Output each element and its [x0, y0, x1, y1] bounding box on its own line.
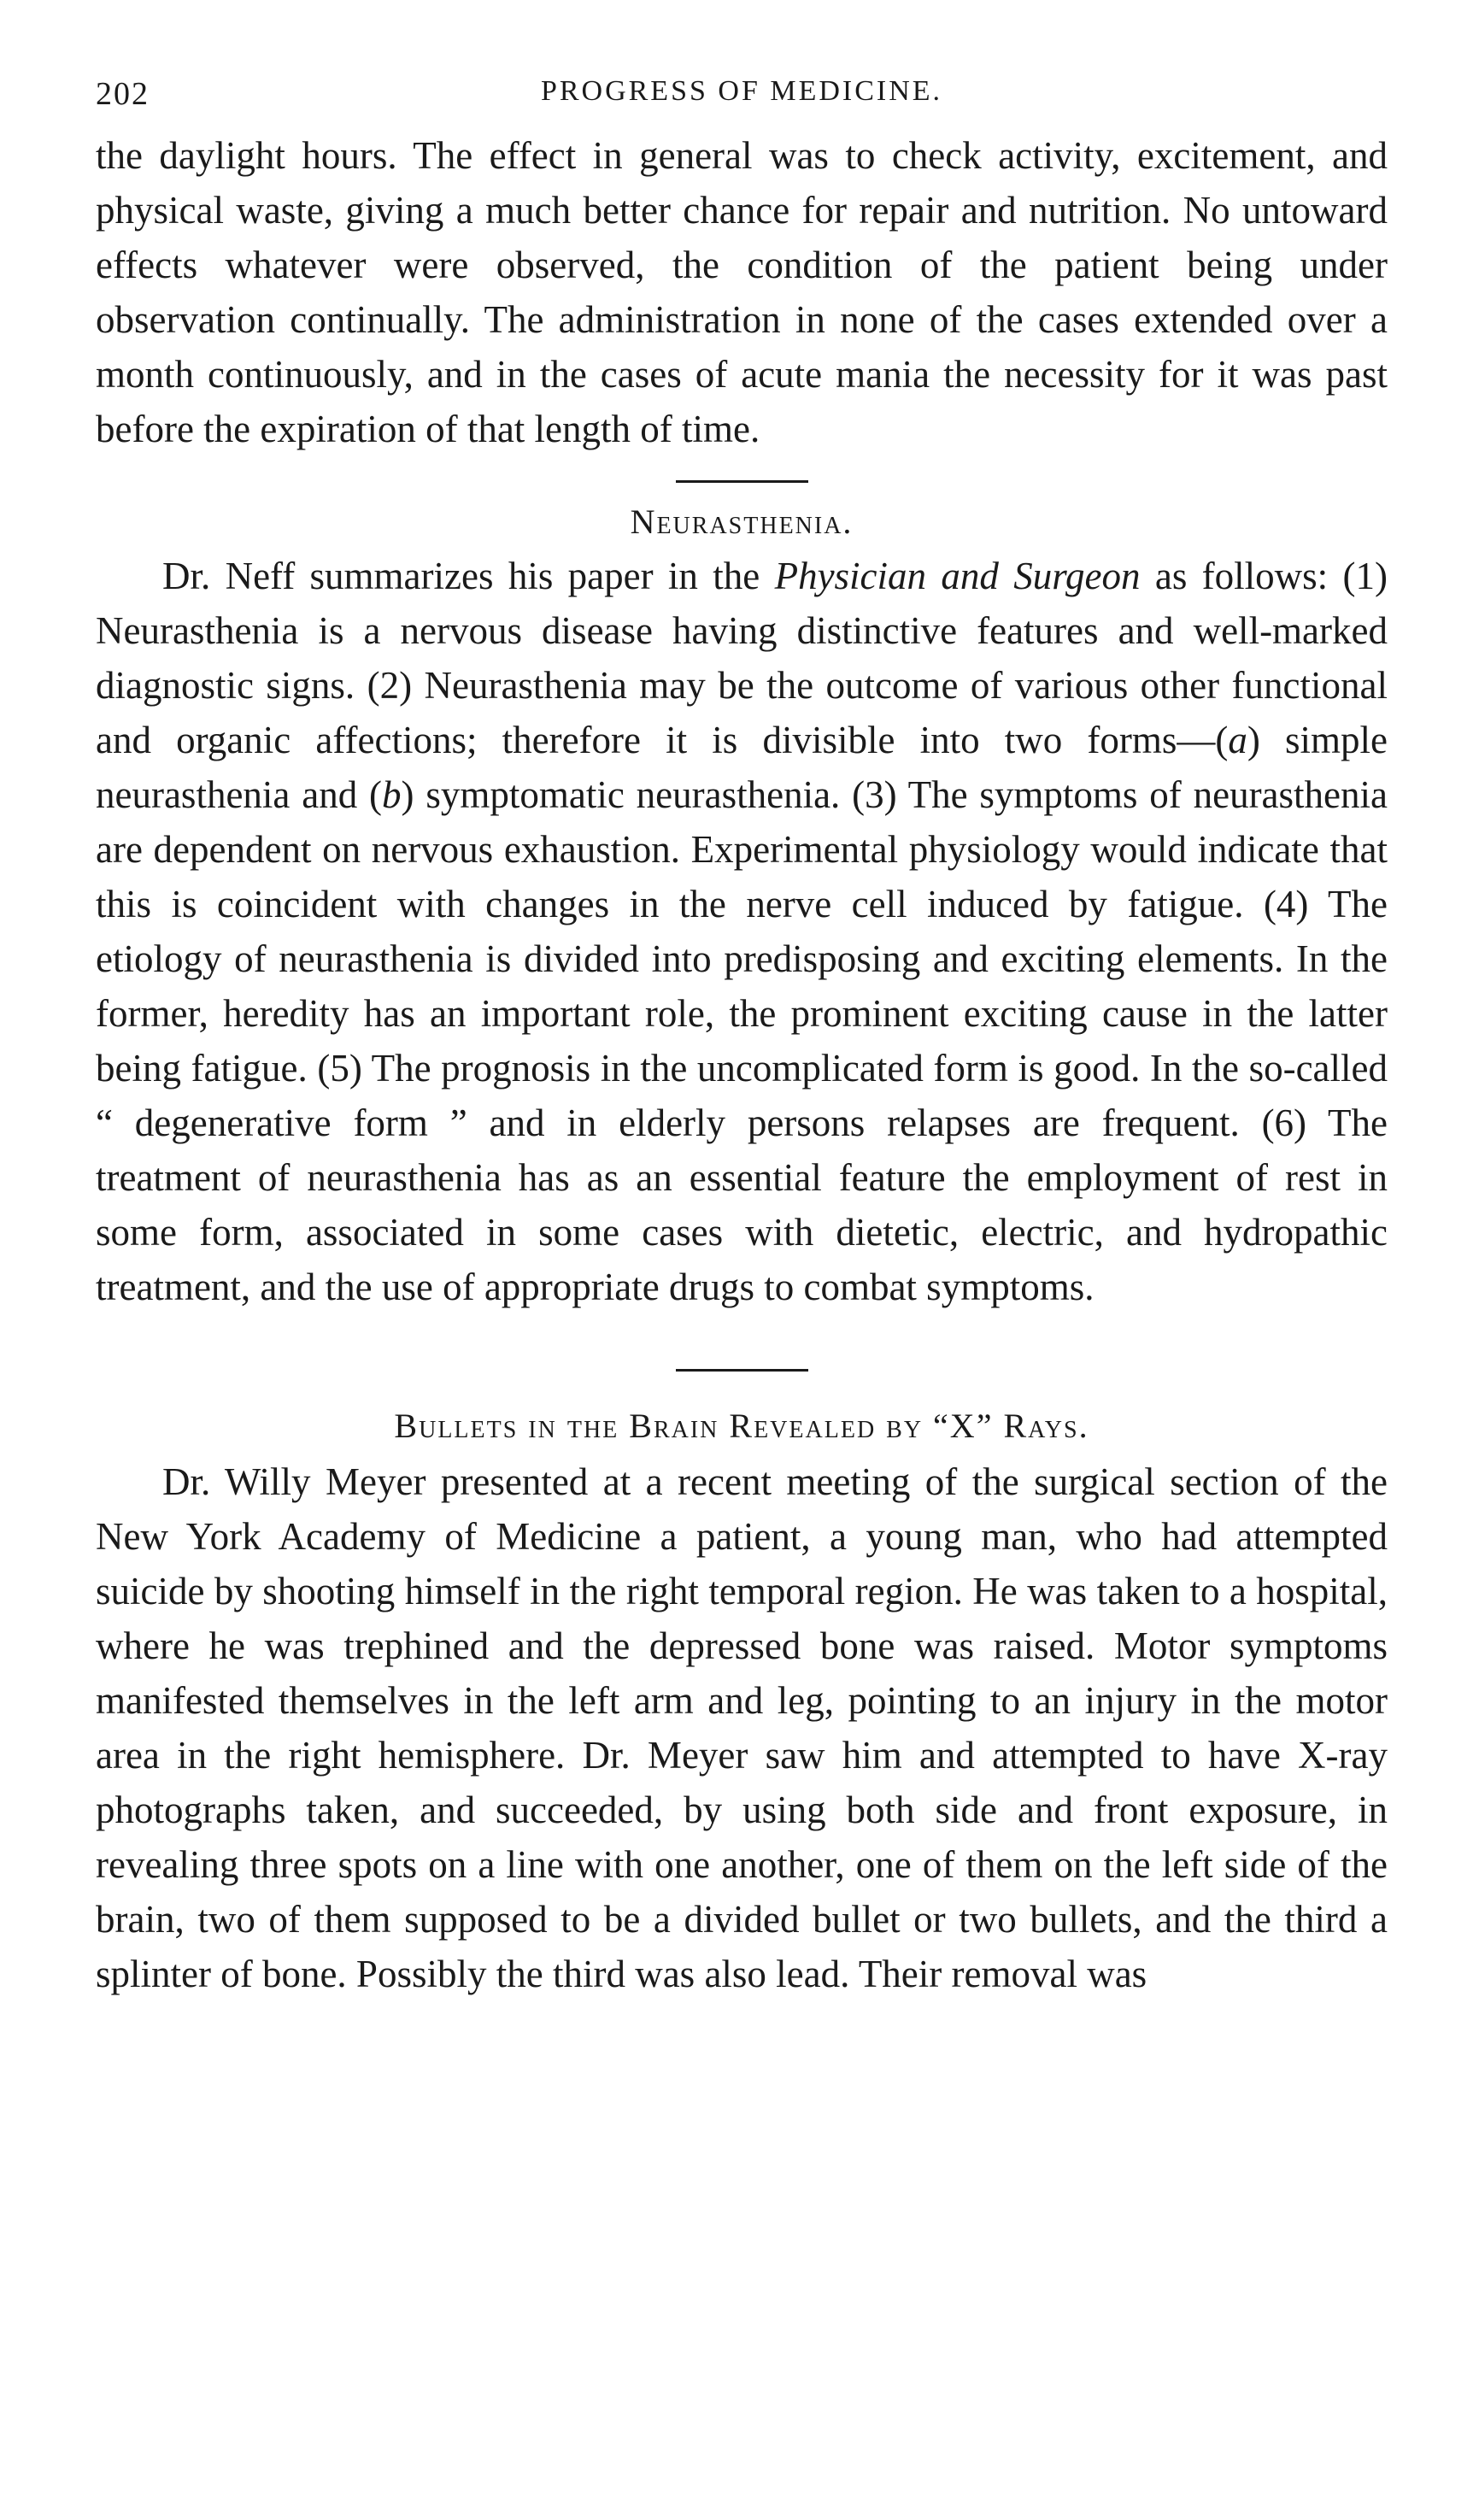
- list-letter: a: [1228, 719, 1247, 761]
- list-letter: b: [382, 773, 402, 816]
- section-divider: [676, 1369, 808, 1372]
- book-page: [96, 68, 1388, 2001]
- paragraph-text: as follows: (1) Neurasthenia is a nervous disease having distinctive features and well-marked diagnostic signs. (2) Neurasthenia may be the outcome of various other functional and organic affections; therefore it is divisible into two forms—(: [96, 555, 1388, 761]
- paragraph-text: ) symptomatic neurasthenia. (3) The symptoms of neurasthenia are dependent on nervous exhaustion. Experimental physiology would indicate that this is coincident with changes in the nerve cell induced by fatigue. (4) The etiology of neurasthenia is divided into predisposing and exciting elements. In the former, heredity has an important role, the prominent exciting cause in the latter being fatigue. (5) The prognosis in the uncomplicated form is good. In the so-called “ degenerative form ” and in elderly persons relapses are frequent. (6) The treatment of neurasthenia has as an essential feature the employment of rest in some form, associated in some cases with dietetic, electric, and hydropathic treatment, and the use of appropriate drugs to combat symptoms.: [96, 773, 1388, 1308]
- paragraph-text: Dr. Neff summarizes his paper in the: [162, 555, 775, 597]
- paragraph-text: ) simple neurasthenia and (: [96, 719, 1388, 816]
- page-number: 202: [96, 76, 150, 112]
- bullets-paragraph: Dr. Willy Meyer presented at a recent meeting of the surgical section of the New York Academy of Medicine a patient, a young man, who had attempted suicide by shooting himself in the right temporal region. He was taken to a hospital, where he was trephined and the depressed bone was raised. Motor symptoms manifested themselves in the left arm and leg, pointing to an injury in the motor area in the right hemisphere. Dr. Meyer saw him and attempted to have X-ray photographs taken, and succeeded, by using both side and front exposure, in revealing three spots on a line with one another, one of them on the left side of the brain, two of them supposed to be a divided bullet or two bullets, and the third a splinter of bone. Possibly the third was also lead. Their removal was: [96, 1460, 1388, 1995]
- neurasthenia-paragraph: [96, 549, 1388, 1314]
- section-divider: [676, 480, 808, 483]
- journal-title: Physician and Surgeon: [774, 555, 1141, 597]
- section-heading-bullets: Bullets in the Brain Revealed by “X” Rays.: [394, 1407, 1089, 1445]
- continuation-paragraph: the daylight hours. The effect in general was to check activity, excitement, and physical waste, giving a much better chance for repair and nutrition. No untoward effects whatever were observed, the condition of the patient being under observation continually. The administration in none of the cases extended over a month continuously, and in the cases of acute mania the necessity for it was past before the expiration of that length of time.: [96, 134, 1388, 450]
- section-heading-neurasthenia: Neurasthenia.: [630, 502, 854, 541]
- running-title: PROGRESS OF MEDICINE.: [540, 75, 943, 107]
- running-header: [96, 68, 1388, 128]
